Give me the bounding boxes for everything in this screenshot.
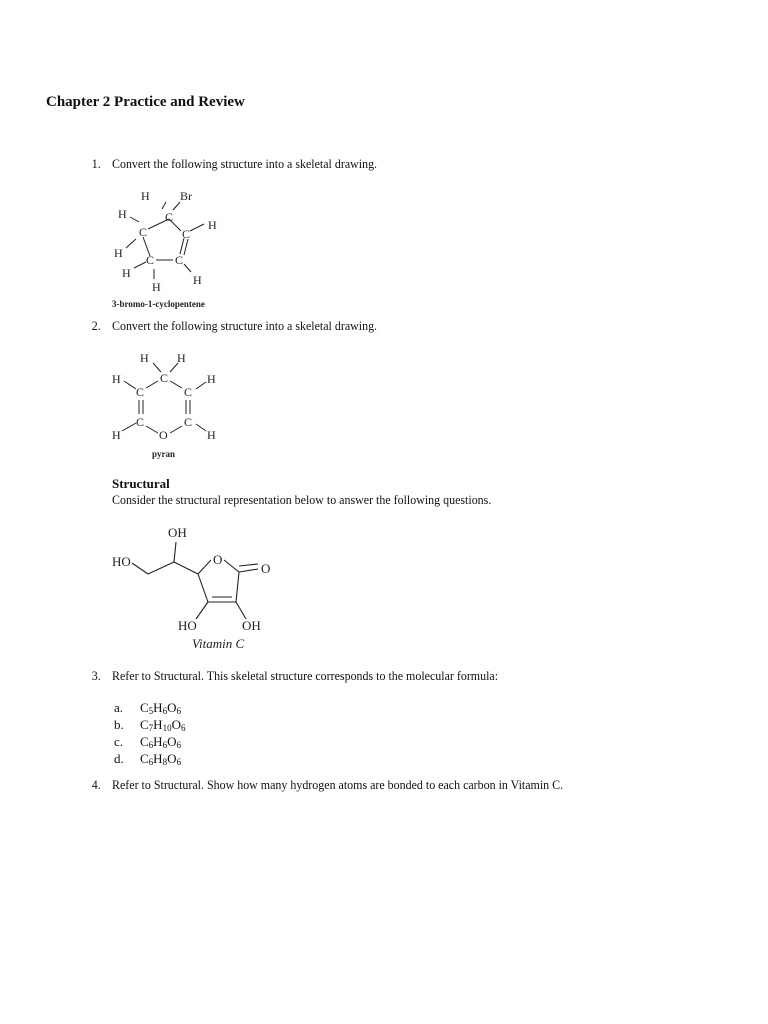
atom-h: H: [177, 351, 186, 365]
label-oh: OH: [168, 525, 187, 540]
question-4: [91, 777, 564, 793]
atom-c: C: [184, 385, 193, 399]
option-formula: $C_6H_8O_6$: [140, 751, 181, 767]
question-text: Refer to Structural. This skeletal structure corresponds to the molecular formula:: [112, 668, 499, 683]
cyclopentene-structure: [108, 184, 248, 314]
option-a: [114, 700, 234, 716]
question-text: Convert the following structure into a skeletal drawing.: [112, 156, 378, 171]
option-letter: d.: [114, 751, 124, 766]
option-formula: $C_7H_{10}O_6$: [140, 717, 186, 733]
section-heading: Structural: [112, 476, 170, 491]
atom-c: C: [165, 210, 174, 224]
atom-c: C: [175, 253, 184, 267]
structure-caption: pyran: [152, 449, 176, 459]
section-text: Consider the structural representation below to answer the following questions.: [112, 492, 492, 507]
structure-caption: Vitamin C: [192, 636, 245, 651]
structure-caption: 3-bromo-1-cyclopentene: [112, 299, 205, 309]
page-title: Chapter 2 Practice and Review: [46, 94, 245, 110]
atom-h: H: [152, 280, 161, 294]
atom-c: C: [139, 225, 148, 239]
atom-h: H: [112, 372, 121, 386]
question-number: 1.: [91, 156, 101, 171]
label-o: O: [261, 561, 271, 576]
atom-h: H: [114, 246, 123, 260]
atom-h: H: [112, 428, 121, 442]
question-number: 2.: [91, 318, 101, 333]
atom-c: C: [160, 371, 169, 385]
atom-h: H: [140, 351, 149, 365]
option-d: [114, 751, 234, 767]
pyran-structure: [106, 346, 236, 464]
option-formula: $C_6H_6O_6$: [140, 734, 181, 750]
question-3: [91, 668, 499, 684]
option-c: [114, 734, 234, 750]
label-ho: HO: [112, 554, 131, 569]
label-oh: OH: [242, 618, 261, 633]
atom-h: H: [207, 428, 216, 442]
atom-c: C: [136, 385, 145, 399]
atom-c: C: [136, 415, 145, 429]
question-number: 4.: [91, 777, 101, 792]
question-2: [91, 318, 378, 334]
label-o: O: [213, 552, 223, 567]
atom-h: H: [118, 207, 127, 221]
atom-h: H: [122, 266, 131, 280]
option-b: [114, 717, 234, 733]
atom-c: C: [146, 253, 155, 267]
atom-h: H: [208, 218, 217, 232]
vitamin-c-structure: [108, 522, 298, 654]
question-1: [91, 156, 378, 172]
question-text: Refer to Structural. Show how many hydrogen atoms are bonded to each carbon in Vitamin C.: [112, 777, 564, 792]
option-formula: $C_5H_6O_6$: [140, 700, 181, 716]
label-ho: HO: [178, 618, 197, 633]
option-letter: a.: [114, 700, 124, 715]
atom-h: H: [207, 372, 216, 386]
atom-br: Br: [180, 189, 192, 203]
question-number: 3.: [91, 668, 101, 683]
atom-h: H: [141, 189, 150, 203]
option-letter: b.: [114, 717, 124, 732]
atom-c: C: [184, 415, 193, 429]
atom-c: C: [182, 227, 191, 241]
option-letter: c.: [114, 734, 124, 749]
atom-o: O: [159, 428, 168, 442]
atom-h: H: [193, 273, 202, 287]
question-text: Convert the following structure into a skeletal drawing.: [112, 318, 378, 333]
